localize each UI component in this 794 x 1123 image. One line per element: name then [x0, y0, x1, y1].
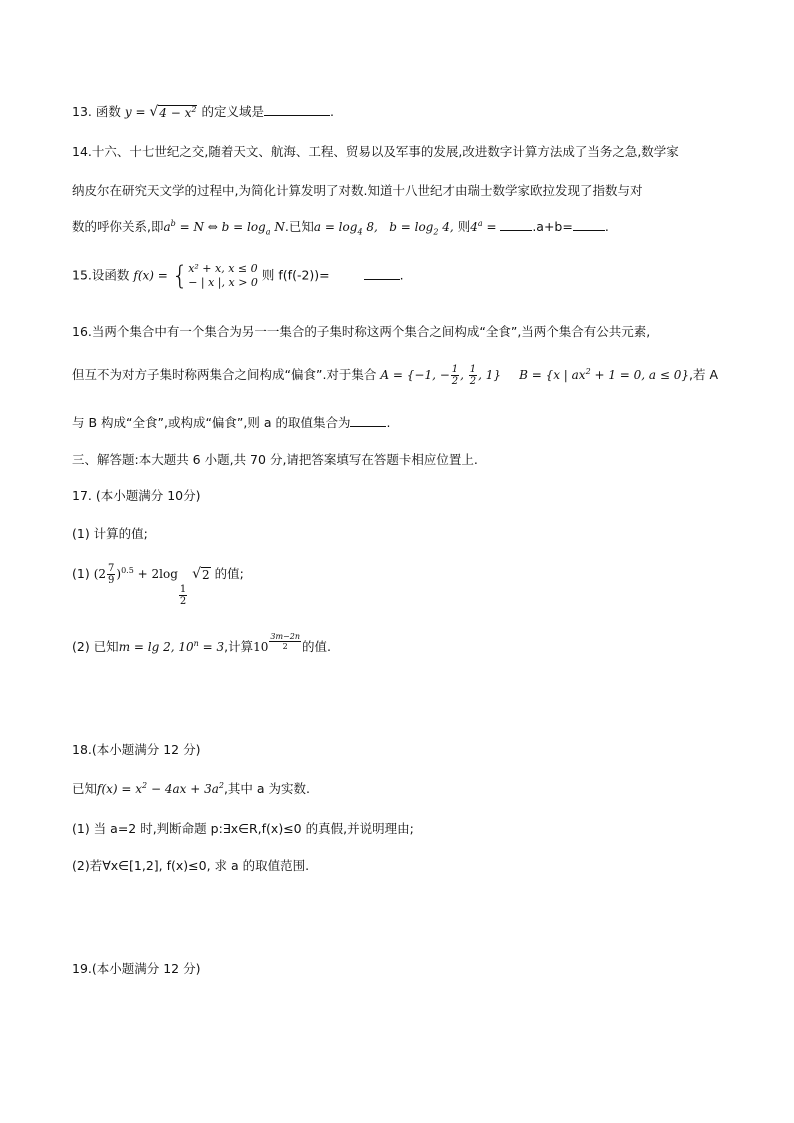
q16-line-2: 但互不为对方子集时称两集合之间构成“偏食”.对于集合 A = {−1, − $\frac{1}{2}$ , $\frac{1}{2}$ , 1} B = {x | $ax^2 + 1 = 0$, a ≤ 0},若 A [72, 364, 719, 387]
q14-line-3: 数的呼你关系,即$a^b = N$ ⇔ $b = \log_a N$.已知$a = \log_4 8$, $b = \log_2 4$, 则$4^a = .a+b=$ . [72, 219, 609, 237]
section-heading: 三、解答题:本大题共 6 小题,共 70 分,请把答案填写在答题卡相应位置上. [72, 452, 478, 467]
q16-line-1: 16.当两个集合中有一个集合为另一一集合的子集时称这两个集合之间构成“全食”,当两个集合有公共元素, [72, 324, 651, 339]
answer-blank[interactable] [264, 104, 330, 116]
question-15: 15.设函数 f(x) = { x² + x, x ≤ 0 − | x |, x > 0 则 f(f(-2))= . [72, 261, 404, 291]
q14-line-2: 纳皮尔在研究天文学的过程中,为简化计算发明了对数.知道十八世纪才由瑞士数学家欧拉发现了指数与对 [72, 183, 643, 198]
q13-function: y = [124, 105, 150, 119]
answer-blank[interactable] [573, 219, 605, 231]
q13-number: 13. [72, 104, 92, 119]
q17-sub-2: (2) 已知m = lg 2, $10^n = 3$,计算10 $\frac{3m-2n}{2}$ 的值. [72, 632, 331, 654]
log-definition: $a^b = N$ ⇔ $b = \log_a N$ [163, 219, 285, 237]
q13-radicand: 4 − x [159, 106, 192, 120]
q19-title: 19.(本小题满分 12 分) [72, 961, 201, 976]
q17-title: 17. (本小题满分 10分) [72, 488, 201, 503]
given-m-n: m = lg 2, $10^n = 3$ [118, 639, 225, 654]
q18-item-2: (2)若∀x∈[1,2], f(x)≤0, 求 a 的取值范围. [72, 858, 310, 873]
q13-suffix: 的定义域是 [201, 104, 264, 119]
function-f: $f(x) = x^2 - 4ax + 3a^2$ [97, 781, 224, 796]
q17-sub-1: (1) (2 $\frac{7}{9}$ )$^{0.5}$ + 2log $\frac{1}{2}$ √ 2 的值; [72, 563, 244, 607]
q17-item-1: (1) 计算的值; [72, 526, 148, 541]
sqrt-symbol: √ $4 - x^2$ [149, 104, 197, 120]
set-A: A = {−1, − $\frac{1}{2}$ , $\frac{1}{2}$ , 1} [380, 364, 502, 387]
q16-line-3: 与 B 构成“全食”,或构成“偏食”,则 a 的取值集合为 . [72, 415, 391, 430]
answer-blank[interactable] [350, 415, 386, 427]
q18-intro: 已知$f(x) = x^2 - 4ax + 3a^2$,其中 a 为实数. [72, 781, 311, 796]
q13-prefix: 函数 [95, 104, 121, 119]
left-brace: { [171, 261, 189, 291]
q18-title: 18.(本小题满分 12 分) [72, 742, 201, 757]
expression-1: (2 $\frac{7}{9}$ )$^{0.5}$ + 2log $\frac{1}{2}$ √ 2 [93, 563, 210, 607]
given-values: $a = \log_4 8$, $b = \log_2 4$, [313, 220, 454, 237]
expression-2: 10 $\frac{3m-2n}{2}$ [253, 632, 300, 654]
answer-blank[interactable] [364, 268, 400, 280]
q14-line-1: 14.十六、十七世纪之交,随着天文、航海、工程、贸易以及军事的发展,改进数字计算方法成了当务之急,数学家 [72, 144, 679, 159]
question-13: 13. 函数 y = √ $4 - x^2$ 的定义域是 . [72, 104, 334, 120]
set-B: B = {x | $ax^2 + 1 = 0$, a ≤ 0} [519, 367, 690, 382]
piecewise-cases: x² + x, x ≤ 0 − | x |, x > 0 [188, 262, 258, 289]
answer-blank[interactable] [500, 219, 532, 231]
q18-item-1: (1) 当 a=2 时,判断命题 p:∃x∈R,f(x)≤0 的真假,并说明理由; [72, 821, 414, 836]
